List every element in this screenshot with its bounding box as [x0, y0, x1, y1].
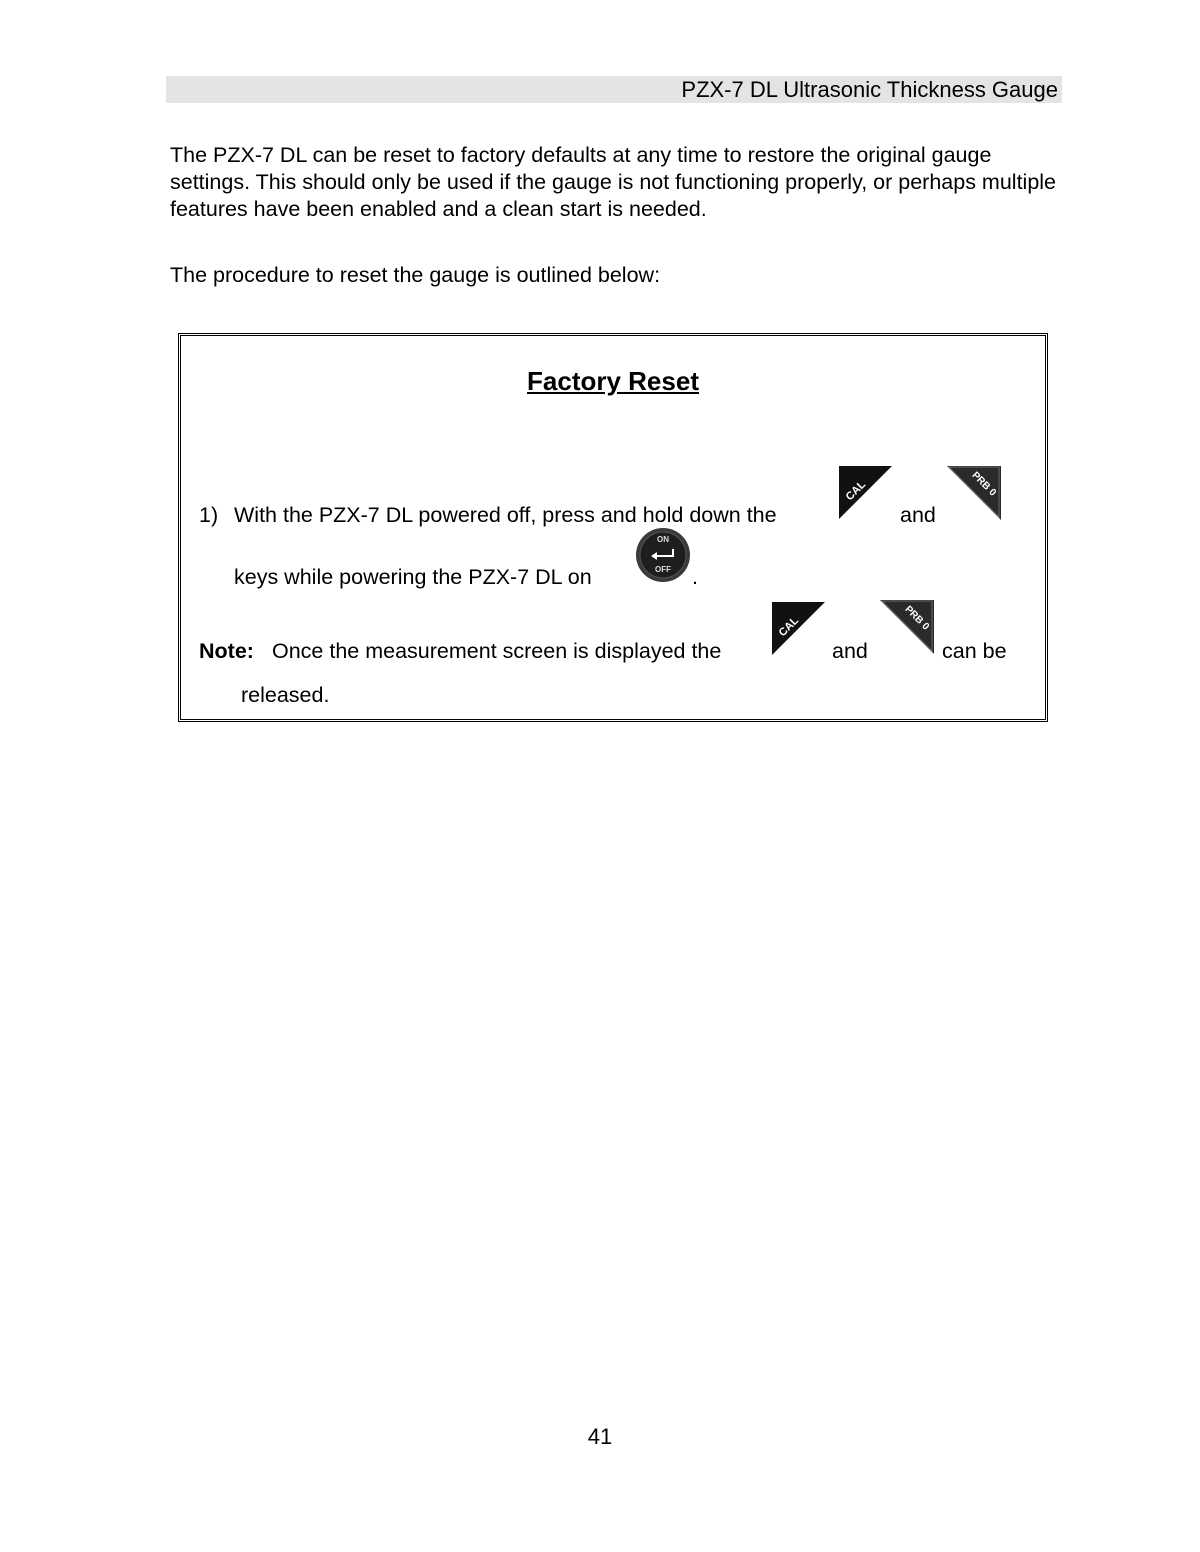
page-number: 41: [587, 1424, 613, 1449]
prb0-key-icon: [945, 464, 1003, 522]
note-text-c: can be: [942, 639, 1007, 663]
factory-reset-box: [178, 333, 1048, 722]
cal-key-icon: [836, 464, 894, 522]
on-label: ON: [657, 535, 669, 544]
note-text-d: released.: [241, 683, 330, 707]
header-band: [166, 76, 1062, 103]
cal-key-label: CAL: [843, 478, 869, 504]
cal-key-label: CAL: [776, 614, 802, 640]
step-number: 1): [199, 503, 219, 527]
step1-text-b: and: [900, 503, 936, 527]
step1-text-a: With the PZX-7 DL powered off, press and hold down the: [234, 503, 777, 527]
intro-paragraph-1: The PZX-7 DL can be reset to factory defaults at any time to restore the original gauge settings. This should only be used if the gauge is not functioning properly, or perhaps multiple features have been enabled and a clean start is needed.: [170, 143, 1057, 221]
off-label: OFF: [655, 565, 671, 574]
box-title: Factory Reset: [527, 366, 699, 396]
note-text-a: Once the measurement screen is displayed the: [272, 639, 722, 663]
step1-text-d: .: [692, 565, 698, 589]
header-title: PZX-7 DL Ultrasonic Thickness Gauge: [681, 77, 1058, 102]
intro-paragraph-2: The procedure to reset the gauge is outlined below:: [170, 263, 661, 287]
step1-text-c: keys while powering the PZX-7 DL on: [234, 565, 592, 589]
note-text-b: and: [832, 639, 868, 663]
cal-key-icon: [769, 600, 827, 658]
prb0-key-icon: [878, 598, 936, 656]
on-off-key-icon: [634, 526, 692, 584]
note-label: Note:: [199, 639, 254, 663]
prb0-key-label: PRB 0: [969, 469, 999, 499]
prb0-key-label: PRB 0: [902, 603, 932, 633]
